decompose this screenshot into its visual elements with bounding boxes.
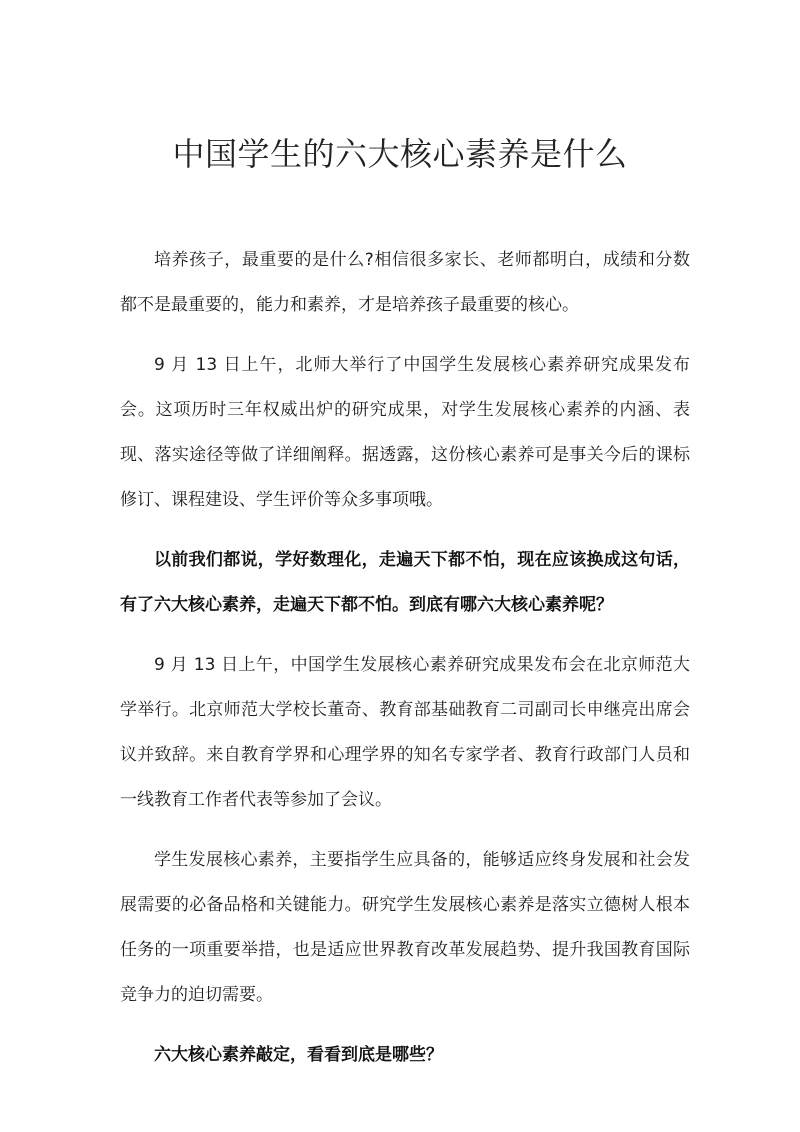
paragraph-intro: 培养孩子，最重要的是什么?相信很多家长、老师都明白，成绩和分数都不是最重要的，能力和素养，才是培养孩子最重要的核心。 — [120, 250, 690, 315]
paragraph-bold-heading: 六大核心素养敲定，看看到底是哪些？ — [154, 1045, 443, 1065]
paragraph-definition: 学生发展核心素养，主要指学生应具备的，能够适应终身发展和社会发展需要的必备品格和关键能力。研究学生发展核心素养是落实立德树人根本任务的一项重要举措，也是适应世界教育改革发展趋势、提升我国教育国际竞争力的迫切需要。 — [120, 850, 690, 1005]
document-body — [120, 238, 690, 1093]
paragraph-bold-question: 以前我们都说，学好数理化，走遍天下都不怕，现在应该换成这句话，有了六大核心素养，走遍天下都不怕。到底有哪六大核心素养呢？ — [120, 550, 690, 615]
document-title: 中国学生的六大核心素养是什么 — [172, 135, 628, 173]
paragraph-conference: 9 月 13 日上午，北师大举行了中国学生发展核心素养研究成果发布会。这项历时三年权威出炉的研究成果，对学生发展核心素养的内涵、表现、落实途径等做了详细阐释。据透露，这份核心素养可是事关今后的课标修订、课程建设、学生评价等众多事项哦。 — [120, 355, 690, 510]
paragraph-conference-detail: 9 月 13 日上午，中国学生发展核心素养研究成果发布会在北京师范大学举行。北京师范大学校长董奇、教育部基础教育二司副司长申继亮出席会议并致辞。来自教育学界和心理学界的知名专家学者、教育行政部门人员和一线教育工作者代表等参加了会议。 — [120, 655, 690, 810]
